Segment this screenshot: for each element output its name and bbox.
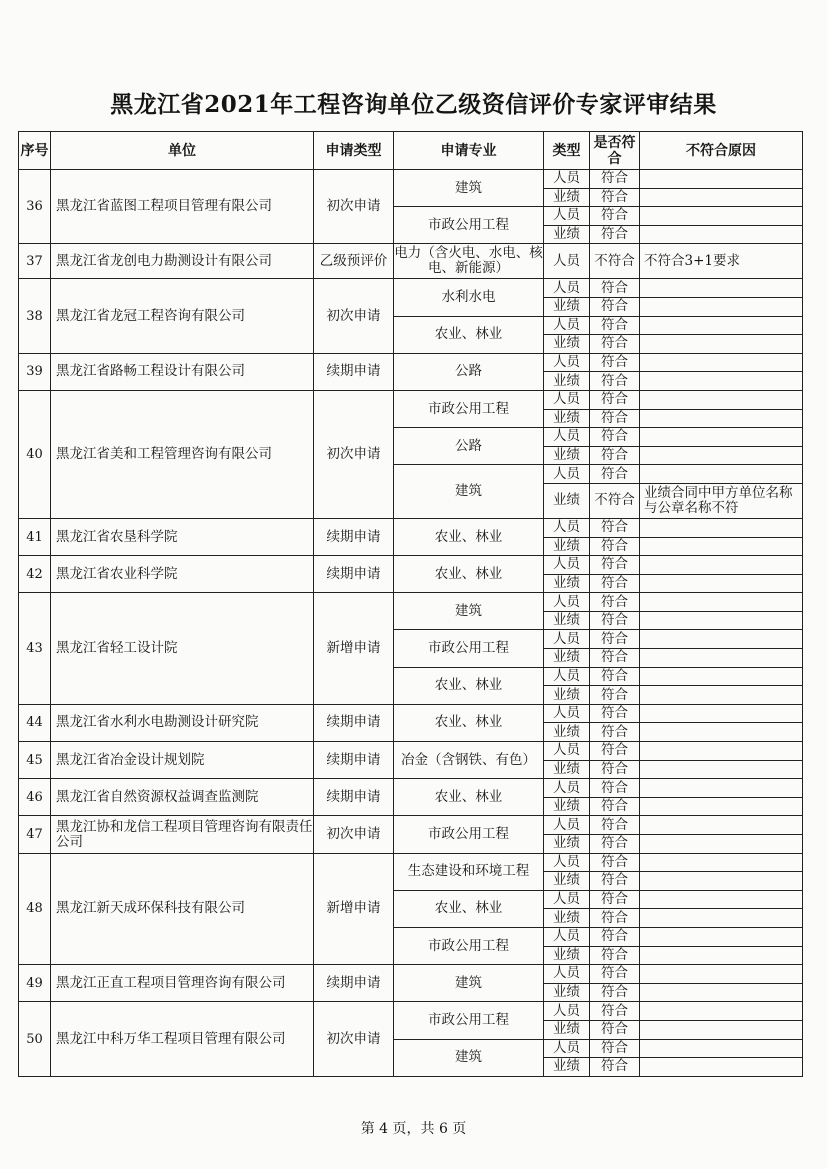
row-kind: 人员	[544, 704, 590, 723]
row-reason	[640, 667, 803, 686]
entry-seq: 44	[19, 704, 51, 741]
entry-unit: 黑龙江省路畅工程设计有限公司	[51, 353, 314, 390]
row-kind: 业绩	[544, 409, 590, 428]
row-result: 符合	[590, 279, 640, 298]
row-kind: 人员	[544, 1002, 590, 1021]
row-reason	[640, 611, 803, 630]
entry-unit: 黑龙江省冶金设计规划院	[51, 742, 314, 779]
row-reason	[640, 446, 803, 465]
entry-specialty: 农业、林业	[394, 556, 544, 593]
row-reason	[640, 390, 803, 409]
row-result: 符合	[590, 835, 640, 854]
table-row	[19, 704, 803, 723]
row-kind: 人员	[544, 816, 590, 835]
row-kind: 人员	[544, 927, 590, 946]
entry-application-type: 续期申请	[314, 704, 394, 741]
row-reason	[640, 983, 803, 1002]
row-reason	[640, 574, 803, 593]
row-result: 符合	[590, 611, 640, 630]
entry-application-type: 乙级预评价	[314, 244, 394, 279]
row-result: 符合	[590, 518, 640, 537]
row-reason	[640, 649, 803, 668]
row-kind: 人员	[544, 353, 590, 372]
row-result: 符合	[590, 686, 640, 705]
row-result: 符合	[590, 316, 640, 335]
entry-application-type: 初次申请	[314, 390, 394, 518]
entry-specialty: 农业、林业	[394, 316, 544, 353]
row-kind: 人员	[544, 244, 590, 279]
row-reason	[640, 835, 803, 854]
row-reason	[640, 946, 803, 965]
row-kind: 业绩	[544, 760, 590, 779]
header-application-type: 申请类型	[314, 132, 394, 170]
row-reason	[640, 225, 803, 244]
entry-application-type: 续期申请	[314, 779, 394, 816]
row-result: 符合	[590, 890, 640, 909]
row-kind: 业绩	[544, 872, 590, 891]
entry-seq: 37	[19, 244, 51, 279]
row-result: 不符合	[590, 244, 640, 279]
row-reason	[640, 297, 803, 316]
row-result: 符合	[590, 1020, 640, 1039]
row-result: 符合	[590, 965, 640, 984]
row-result: 符合	[590, 983, 640, 1002]
entry-application-type: 续期申请	[314, 556, 394, 593]
entry-unit: 黑龙江省农垦科学院	[51, 518, 314, 555]
table-row	[19, 390, 803, 409]
header-kind: 类型	[544, 132, 590, 170]
row-result: 符合	[590, 909, 640, 928]
row-reason	[640, 170, 803, 189]
row-reason	[640, 465, 803, 484]
entry-specialty: 市政公用工程	[394, 207, 544, 244]
row-result: 符合	[590, 297, 640, 316]
entry-unit: 黑龙江省自然资源权益调查监测院	[51, 779, 314, 816]
row-result: 符合	[590, 465, 640, 484]
entry-unit: 黑龙江省龙创电力勘测设计有限公司	[51, 244, 314, 279]
row-reason	[640, 760, 803, 779]
row-kind: 业绩	[544, 372, 590, 391]
table-row	[19, 965, 803, 984]
entry-specialty: 市政公用工程	[394, 927, 544, 964]
entry-specialty: 公路	[394, 353, 544, 390]
row-result: 符合	[590, 188, 640, 207]
row-result: 符合	[590, 946, 640, 965]
row-kind: 人员	[544, 316, 590, 335]
row-kind: 业绩	[544, 835, 590, 854]
row-result: 符合	[590, 390, 640, 409]
row-reason	[640, 593, 803, 612]
entry-application-type: 续期申请	[314, 353, 394, 390]
entry-unit: 黑龙江新天成环保科技有限公司	[51, 853, 314, 965]
table-row	[19, 170, 803, 189]
row-reason	[640, 797, 803, 816]
table-row	[19, 853, 803, 872]
row-reason	[640, 816, 803, 835]
row-kind: 业绩	[544, 297, 590, 316]
row-result: 符合	[590, 428, 640, 447]
entry-specialty: 公路	[394, 428, 544, 465]
entry-seq: 38	[19, 279, 51, 353]
header-unit: 单位	[51, 132, 314, 170]
entry-seq: 46	[19, 779, 51, 816]
row-result: 符合	[590, 927, 640, 946]
row-reason	[640, 428, 803, 447]
row-result: 符合	[590, 225, 640, 244]
row-result: 符合	[590, 742, 640, 761]
entry-specialty: 建筑	[394, 593, 544, 630]
row-kind: 业绩	[544, 1020, 590, 1039]
table-row	[19, 816, 803, 835]
row-result: 符合	[590, 537, 640, 556]
row-result: 符合	[590, 372, 640, 391]
results-table	[18, 131, 803, 1077]
row-reason	[640, 537, 803, 556]
entry-application-type: 新增申请	[314, 593, 394, 705]
row-result: 符合	[590, 797, 640, 816]
row-kind: 业绩	[544, 909, 590, 928]
row-result: 符合	[590, 353, 640, 372]
entry-unit: 黑龙江省龙冠工程咨询有限公司	[51, 279, 314, 353]
row-result: 符合	[590, 779, 640, 798]
entry-application-type: 续期申请	[314, 518, 394, 555]
document-title: 黑龙江省2021年工程咨询单位乙级资信评价专家评审结果	[110, 91, 717, 118]
entry-seq: 41	[19, 518, 51, 555]
row-result: 符合	[590, 574, 640, 593]
row-reason	[640, 909, 803, 928]
table-row	[19, 279, 803, 298]
entry-unit: 黑龙江省轻工设计院	[51, 593, 314, 705]
row-result: 符合	[590, 593, 640, 612]
row-reason	[640, 853, 803, 872]
header-reason: 不符合原因	[640, 132, 803, 170]
entry-application-type: 新增申请	[314, 853, 394, 965]
row-kind: 业绩	[544, 188, 590, 207]
row-result: 符合	[590, 335, 640, 354]
table-row	[19, 779, 803, 798]
entry-application-type: 初次申请	[314, 279, 394, 353]
row-result: 符合	[590, 409, 640, 428]
entry-unit: 黑龙江协和龙信工程项目管理咨询有限责任公司	[51, 816, 314, 853]
row-kind: 人员	[544, 390, 590, 409]
entry-specialty: 建筑	[394, 465, 544, 519]
page-number: 第 4 页，共 6 页	[360, 1121, 467, 1137]
row-kind: 人员	[544, 630, 590, 649]
row-reason	[640, 372, 803, 391]
row-kind: 业绩	[544, 335, 590, 354]
table-row	[19, 518, 803, 537]
row-reason	[640, 1020, 803, 1039]
row-reason	[640, 965, 803, 984]
row-reason	[640, 316, 803, 335]
row-reason	[640, 556, 803, 575]
row-reason	[640, 704, 803, 723]
row-kind: 业绩	[544, 649, 590, 668]
row-result: 符合	[590, 1039, 640, 1058]
entry-specialty: 农业、林业	[394, 779, 544, 816]
table-row	[19, 593, 803, 612]
row-result: 符合	[590, 704, 640, 723]
entry-specialty: 市政公用工程	[394, 630, 544, 667]
row-kind: 业绩	[544, 574, 590, 593]
row-kind: 业绩	[544, 686, 590, 705]
entry-specialty: 电力（含火电、水电、核电、新能源）	[394, 244, 544, 279]
entry-specialty: 生态建设和环境工程	[394, 853, 544, 890]
row-result: 符合	[590, 816, 640, 835]
entry-unit: 黑龙江省农业科学院	[51, 556, 314, 593]
row-kind: 人员	[544, 279, 590, 298]
row-kind: 人员	[544, 779, 590, 798]
row-kind: 业绩	[544, 537, 590, 556]
row-reason	[640, 723, 803, 742]
row-reason	[640, 1039, 803, 1058]
entry-specialty: 建筑	[394, 965, 544, 1002]
row-result: 符合	[590, 630, 640, 649]
table-header-row	[19, 132, 803, 170]
row-reason: 不符合3+1要求	[640, 244, 803, 279]
row-reason	[640, 686, 803, 705]
entry-specialty: 冶金（含钢铁、有色）	[394, 742, 544, 779]
entry-unit: 黑龙江中科万华工程项目管理有限公司	[51, 1002, 314, 1076]
table-body	[19, 170, 803, 1077]
row-result: 不符合	[590, 483, 640, 518]
row-reason	[640, 207, 803, 226]
row-kind: 人员	[544, 853, 590, 872]
row-result: 符合	[590, 446, 640, 465]
row-result: 符合	[590, 760, 640, 779]
row-kind: 业绩	[544, 611, 590, 630]
row-kind: 人员	[544, 593, 590, 612]
entry-application-type: 初次申请	[314, 1002, 394, 1076]
row-reason	[640, 779, 803, 798]
row-kind: 业绩	[544, 946, 590, 965]
entry-seq: 43	[19, 593, 51, 705]
table-row	[19, 556, 803, 575]
row-reason	[640, 1002, 803, 1021]
entry-seq: 49	[19, 965, 51, 1002]
row-kind: 人员	[544, 518, 590, 537]
entry-specialty: 市政公用工程	[394, 390, 544, 427]
row-result: 符合	[590, 853, 640, 872]
entry-specialty: 建筑	[394, 170, 544, 207]
row-kind: 人员	[544, 890, 590, 909]
row-kind: 人员	[544, 667, 590, 686]
entry-seq: 45	[19, 742, 51, 779]
row-kind: 业绩	[544, 723, 590, 742]
row-kind: 业绩	[544, 983, 590, 1002]
entry-specialty: 农业、林业	[394, 518, 544, 555]
entry-specialty: 市政公用工程	[394, 816, 544, 853]
row-reason	[640, 409, 803, 428]
entry-application-type: 续期申请	[314, 965, 394, 1002]
entry-application-type: 初次申请	[314, 816, 394, 853]
entry-seq: 40	[19, 390, 51, 518]
header-seq: 序号	[19, 132, 51, 170]
row-result: 符合	[590, 667, 640, 686]
table-row	[19, 244, 803, 279]
entry-specialty: 建筑	[394, 1039, 544, 1076]
row-reason	[640, 890, 803, 909]
entry-seq: 39	[19, 353, 51, 390]
entry-specialty: 农业、林业	[394, 890, 544, 927]
entry-specialty: 农业、林业	[394, 704, 544, 741]
row-kind: 人员	[544, 1039, 590, 1058]
row-result: 符合	[590, 556, 640, 575]
row-result: 符合	[590, 649, 640, 668]
table-row	[19, 353, 803, 372]
entry-application-type: 续期申请	[314, 742, 394, 779]
row-kind: 人员	[544, 207, 590, 226]
entry-specialty: 农业、林业	[394, 667, 544, 704]
row-reason	[640, 630, 803, 649]
entry-seq: 36	[19, 170, 51, 244]
row-kind: 人员	[544, 170, 590, 189]
row-result: 符合	[590, 1058, 640, 1077]
row-result: 符合	[590, 872, 640, 891]
entry-application-type: 初次申请	[314, 170, 394, 244]
row-kind: 业绩	[544, 483, 590, 518]
header-specialty: 申请专业	[394, 132, 544, 170]
row-kind: 人员	[544, 742, 590, 761]
entry-unit: 黑龙江正直工程项目管理咨询有限公司	[51, 965, 314, 1002]
row-kind: 业绩	[544, 1058, 590, 1077]
row-result: 符合	[590, 723, 640, 742]
row-reason	[640, 353, 803, 372]
row-result: 符合	[590, 1002, 640, 1021]
row-reason	[640, 279, 803, 298]
row-reason	[640, 742, 803, 761]
row-reason	[640, 872, 803, 891]
entry-seq: 42	[19, 556, 51, 593]
row-result: 符合	[590, 170, 640, 189]
row-kind: 人员	[544, 465, 590, 484]
header-compliant: 是否符合	[590, 132, 640, 170]
entry-specialty: 水利水电	[394, 279, 544, 316]
entry-unit: 黑龙江省水利水电勘测设计研究院	[51, 704, 314, 741]
row-kind: 人员	[544, 965, 590, 984]
table-row	[19, 1002, 803, 1021]
row-reason	[640, 518, 803, 537]
row-reason: 业绩合同中甲方单位名称与公章名称不符	[640, 483, 803, 518]
row-kind: 人员	[544, 556, 590, 575]
row-reason	[640, 335, 803, 354]
row-kind: 业绩	[544, 797, 590, 816]
row-result: 符合	[590, 207, 640, 226]
table-row	[19, 742, 803, 761]
entry-seq: 48	[19, 853, 51, 965]
entry-unit: 黑龙江省蓝图工程项目管理有限公司	[51, 170, 314, 244]
row-reason	[640, 188, 803, 207]
entry-seq: 50	[19, 1002, 51, 1076]
entry-unit: 黑龙江省美和工程管理咨询有限公司	[51, 390, 314, 518]
entry-specialty: 市政公用工程	[394, 1002, 544, 1039]
row-kind: 人员	[544, 428, 590, 447]
row-reason	[640, 1058, 803, 1077]
row-kind: 业绩	[544, 446, 590, 465]
row-kind: 业绩	[544, 225, 590, 244]
entry-seq: 47	[19, 816, 51, 853]
row-reason	[640, 927, 803, 946]
